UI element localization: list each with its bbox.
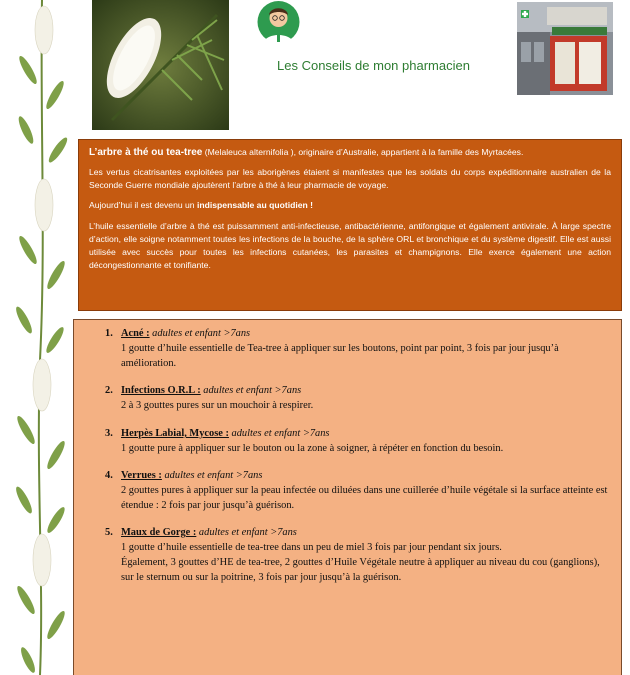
item-name: Herpès Labial, Mycose : — [121, 428, 229, 439]
item-name: Maux de Gorge : — [121, 527, 197, 538]
item-instructions-extra: Également, 3 gouttes d’HE de tea-tree, 2 gouttes d’Huile Végétale neutre à appliquer au niveau du cou (ganglions), sur le sternum ou sur la poitrine, 3 fois par jour jusqu’à la guérison. — [121, 557, 600, 583]
intro-p3-prefix: Aujourd’hui il est devenu un — [89, 200, 197, 211]
item-name: Verrues : — [121, 470, 162, 481]
list-item — [84, 525, 609, 585]
item-audience: adultes et enfant >7ans — [161, 470, 263, 481]
item-number: 1. — [105, 328, 113, 339]
list-item — [84, 383, 609, 413]
pharmacist-avatar-icon — [255, 0, 302, 44]
item-instructions: 2 à 3 gouttes pures sur un mouchoir à respirer. — [121, 400, 314, 411]
intro-paragraph-4: L’huile essentielle d’arbre à thé est puissamment anti-infectieuse, antibactérienne, antifongique et également antivirale. À large spectre d’action, elle soigne notamment toutes les infections de la bouche, de la sphère ORL et bronchique et du système digestif. Elle est aussi utilisée avec succès pour toutes les infections cutanées, les parasites et champignons. Elle exerce également une action décongestionnante et tonifiante. — [89, 221, 611, 270]
item-number: 4. — [105, 470, 113, 481]
intro-paragraph-1 — [89, 146, 611, 160]
item-name: Acné : — [121, 328, 150, 339]
item-name: Infections O.R.L : — [121, 385, 201, 396]
intro-paragraph-3 — [89, 199, 611, 212]
intro-latin-name: (Melaleuca alternifolia ), originaire d’Australie, appartient à la famille des Myrtacées. — [202, 147, 524, 157]
item-audience: adultes et enfant >7ans — [149, 328, 251, 339]
intro-lead: L’arbre à thé ou tea-tree — [89, 147, 203, 158]
intro-paragraph-2: Les vertus cicatrisantes exploitées par les aborigènes étaient si manifestes que les soldats du corps expéditionnaire australien de la Seconde Guerre mondiale ajoutèrent l’arbre à thé à leur pharmacie de voyage. — [89, 166, 611, 190]
intro-p3-emphasis: indispensable au quotidien ! — [196, 200, 314, 211]
list-item — [84, 468, 609, 513]
advice-list-box — [73, 319, 622, 675]
item-number: 3. — [105, 428, 113, 439]
item-instructions: 1 goutte d’huile essentielle de Tea-tree à appliquer sur les boutons, point par point, 3 fois par jour jusqu’à amélioration. — [121, 343, 559, 369]
item-number: 5. — [105, 527, 113, 538]
list-item — [84, 426, 609, 456]
item-instructions: 1 goutte pure à appliquer sur le bouton ou la zone à soigner, à répéter en fonction du besoin. — [121, 443, 504, 454]
item-audience: adultes et enfant >7ans — [196, 527, 297, 538]
tea-tree-flower-photo — [92, 0, 229, 130]
item-audience: adultes et enfant >7ans — [228, 428, 330, 439]
item-instructions: 1 goutte d’huile essentielle de tea-tree dans un peu de miel 3 fois par jour pendant six jours. — [121, 542, 502, 553]
item-instructions: 2 gouttes pures à appliquer sur la peau infectée ou diluées dans une cuillerée d’huile végétale si la surface atteinte est étendue : 2 fois par jour jusqu’à guérison. — [121, 485, 608, 511]
pharmacy-storefront-photo — [517, 2, 613, 95]
tea-tree-intro-box — [78, 139, 622, 311]
page-title: Les Conseils de mon pharmacien — [277, 58, 470, 73]
item-number: 2. — [105, 385, 113, 396]
tea-tree-branch-illustration — [0, 0, 78, 675]
list-item — [84, 326, 609, 371]
item-audience: adultes et enfant >7ans — [200, 385, 302, 396]
